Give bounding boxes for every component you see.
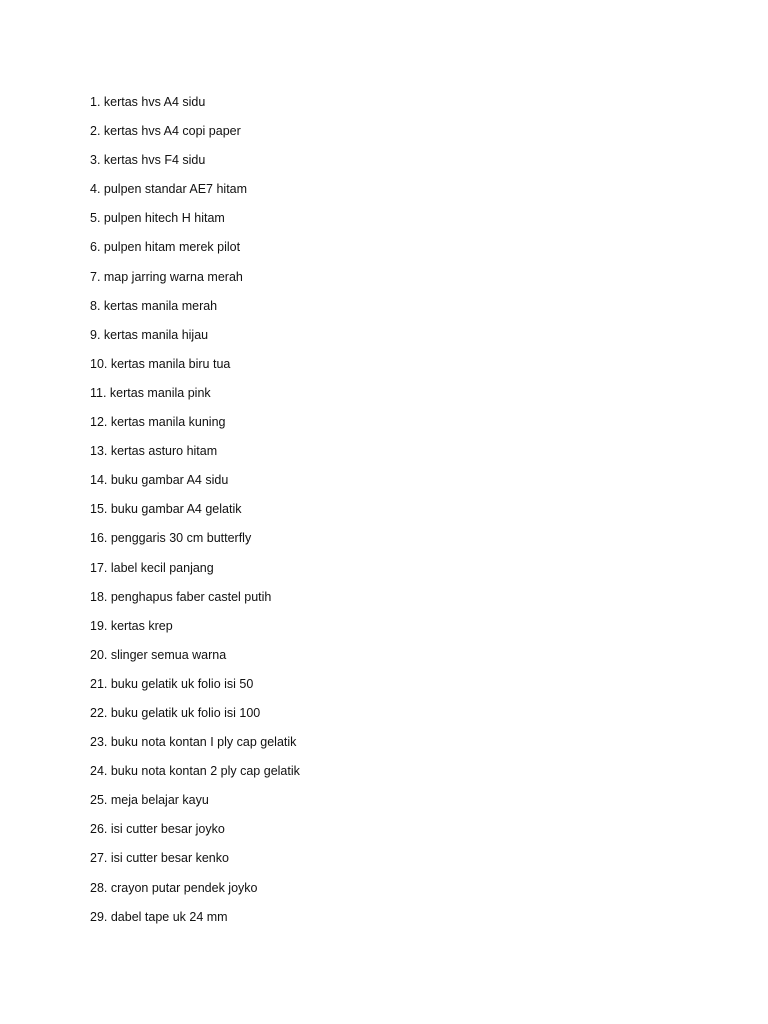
list-item: 23. buku nota kontan I ply cap gelatik [90, 735, 297, 750]
list-item: 26. isi cutter besar joyko [90, 822, 225, 837]
list-item: 2. kertas hvs A4 copi paper [90, 124, 241, 139]
list-item: 6. pulpen hitam merek pilot [90, 240, 241, 255]
list-item: 3. kertas hvs F4 sidu [90, 153, 206, 168]
list-item: 11. kertas manila pink [90, 385, 211, 400]
list-item: 7. map jarring warna merah [90, 269, 243, 284]
list-item: 10. kertas manila biru tua [90, 356, 231, 371]
list-item: 9. kertas manila hijau [90, 327, 209, 342]
list-item: 28. crayon putar pendek joyko [90, 880, 258, 895]
list-item: 25. meja belajar kayu [90, 793, 209, 808]
list-item: 18. penghapus faber castel putih [90, 589, 272, 604]
list-item: 21. buku gelatik uk folio isi 50 [90, 676, 254, 691]
list-item: 8. kertas manila merah [90, 298, 218, 313]
list-item: 15. buku gambar A4 gelatik [90, 502, 242, 517]
list-item: 20. slinger semua warna [90, 647, 227, 662]
item-list [90, 92, 300, 936]
list-item: 24. buku nota kontan 2 ply cap gelatik [90, 764, 300, 779]
list-item: 14. buku gambar A4 sidu [90, 473, 229, 488]
list-item: 16. penggaris 30 cm butterfly [90, 531, 252, 546]
list-item: 27. isi cutter besar kenko [90, 851, 229, 866]
list-item: 1. kertas hvs A4 sidu [90, 95, 206, 109]
list-item: 13. kertas asturo hitam [90, 444, 218, 459]
list-item: 29. dabel tape uk 24 mm [90, 909, 228, 924]
list-item: 17. label kecil panjang [90, 560, 214, 575]
list-item: 22. buku gelatik uk folio isi 100 [90, 705, 261, 720]
list-item: 19. kertas krep [90, 618, 173, 633]
list-item: 5. pulpen hitech H hitam [90, 211, 225, 226]
list-item: 12. kertas manila kuning [90, 415, 226, 430]
list-item: 4. pulpen standar AE7 hitam [90, 182, 248, 197]
